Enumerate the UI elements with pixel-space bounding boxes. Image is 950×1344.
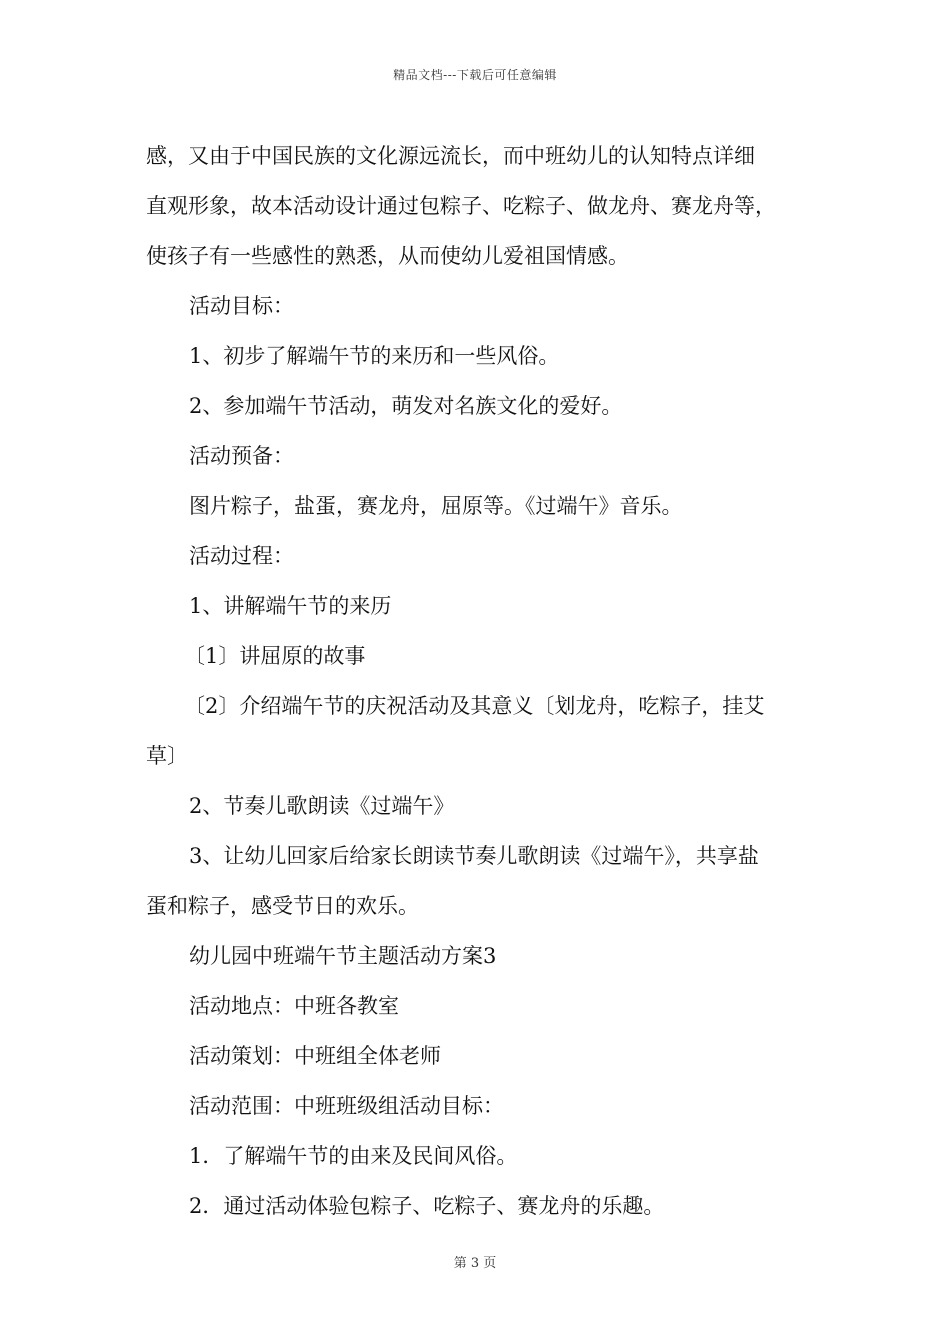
paragraph-line: 草〕 [146,744,188,768]
paragraph-line: 1、初步了解端午节的来历和一些风俗。 [189,344,560,368]
section-heading: 活动过程： [189,544,294,568]
paragraph-line: 活动地点：中班各教室 [189,994,399,1018]
paragraph-line: 3、让幼儿回家后给家长朗读节奏儿歌朗读《过端午》，共享盐 [189,844,759,868]
paragraph-line: 〔1〕讲屈原的故事 [184,644,366,668]
paragraph-line: 1、讲解端午节的来历 [189,594,392,618]
paragraph-line: 2、节奏儿歌朗读《过端午》 [189,794,455,818]
paragraph-line: 使孩子有一些感性的熟悉，从而使幼儿爱祖国情感。 [146,244,629,268]
paragraph-line: 活动策划：中班组全体老师 [189,1044,441,1068]
paragraph-line: 直观形象，故本活动设计通过包粽子、吃粽子、做龙舟、赛龙舟等， [146,194,776,218]
paragraph-line: 〔2〕介绍端午节的庆祝活动及其意义〔划龙舟，吃粽子，挂艾 [184,694,765,718]
paragraph-line: 蛋和粽子，感受节日的欢乐。 [146,894,419,918]
document-body [146,131,816,1231]
paragraph-line: 1．了解端午节的由来及民间风俗。 [189,1144,518,1168]
section-heading: 活动预备： [189,444,294,468]
page-number: 第 3 页 [453,1256,497,1271]
paragraph-line: 2、参加端午节活动，萌发对名族文化的爱好。 [189,394,623,418]
section-title: 幼儿园中班端午节主题活动方案3 [189,944,497,968]
paragraph-line: 活动范围：中班班级组活动目标： [189,1094,504,1118]
paragraph-line: 图片粽子，盐蛋，赛龙舟，屈原等。《过端午》音乐。 [189,494,683,518]
section-heading: 活动目标： [189,294,294,318]
paragraph-line: 感，又由于中国民族的文化源远流长，而中班幼儿的认知特点详细 [146,144,755,168]
paragraph-line: 2．通过活动体验包粽子、吃粽子、赛龙舟的乐趣。 [189,1194,665,1218]
page-header: 精品文档---下载后可任意编辑 [393,68,557,82]
